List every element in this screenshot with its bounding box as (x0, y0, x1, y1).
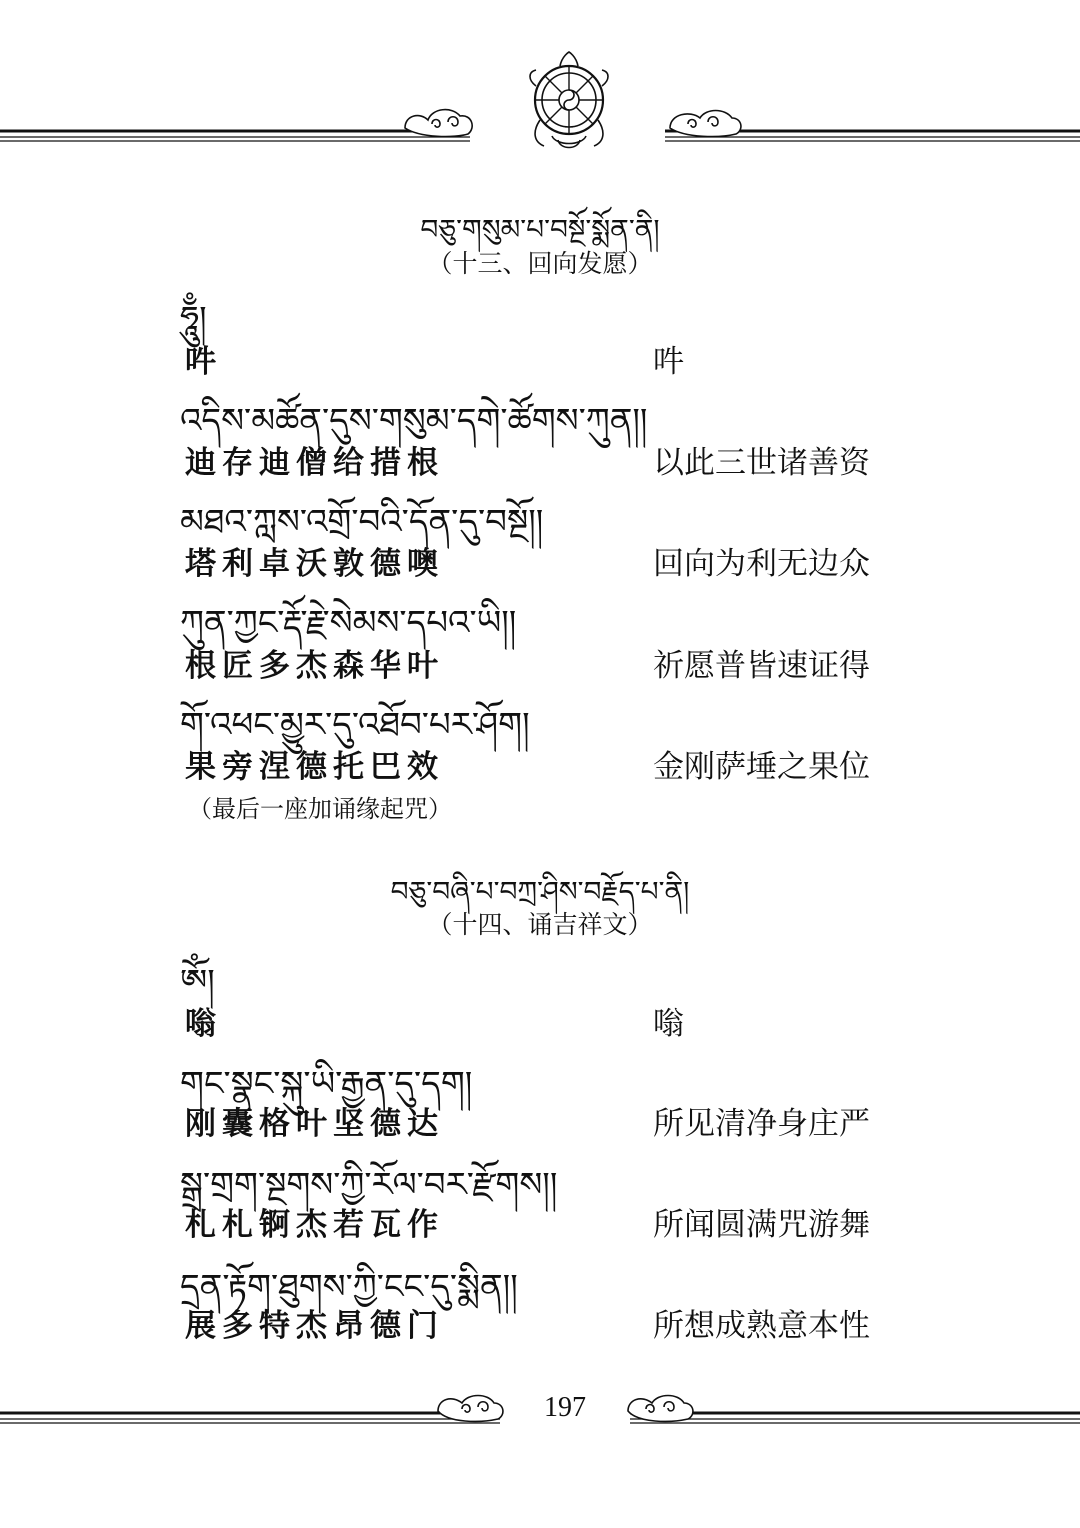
page-number: 197 (544, 1392, 586, 1423)
verse-translation: 金刚萨埵之果位 (653, 749, 870, 785)
verse-tibetan: གོ་འཕང་མྱུར་དུ་འཐོབ་པར་ཤོག། (180, 705, 530, 745)
verse-phonetic: 迪存迪僧给措根 (185, 445, 444, 481)
verse-tibetan: དྲན་རྟོག་ཐུགས་ཀྱི་ངང་དུ་སྨིན།། (180, 1267, 518, 1307)
verse-translation: 回向为利无边众 (653, 546, 870, 582)
section-heading-tibetan: བཅུ་གསུམ་པ་བསྔོ་སྨོན་ནི། (420, 213, 660, 246)
seed-syllable-tibetan: ཧཱུྃ། (180, 299, 207, 339)
verse-phonetic: 根匠多杰森华叶 (185, 648, 444, 684)
verse-phonetic: 塔利卓沃敦德噢 (185, 546, 444, 582)
verse-translation: 所想成熟意本性 (653, 1308, 870, 1344)
verse-translation: 祈愿普皆速证得 (653, 648, 870, 684)
verse-phonetic: 果旁涅德托巴效 (185, 749, 444, 785)
verse-translation: 所见清净身庄严 (653, 1106, 870, 1142)
seed-syllable-translation: 吽 (653, 344, 684, 380)
section-heading-tibetan: བཅུ་བཞི་པ་བཀྲ་ཤིས་བརྗོད་པ་ནི། (390, 875, 690, 908)
verse-tibetan: མཐའ་ཀླས་འགྲོ་བའི་དོན་དུ་བསྔོ།། (180, 502, 544, 542)
verse-translation: 所闻圆满咒游舞 (653, 1207, 870, 1243)
header-ornament (0, 0, 1080, 170)
recitation-note: （最后一座加诵缘起咒） (188, 795, 452, 823)
section-heading-chinese: （十四、诵吉祥文） (427, 910, 653, 939)
verse-phonetic: 札札锕杰若瓦作 (185, 1207, 444, 1243)
verse-tibetan: གང་སྣང་སྐུ་ཡི་རྒྱན་དུ་དག། (180, 1064, 473, 1104)
verse-phonetic: 刚囊格叶坚德达 (185, 1106, 444, 1142)
seed-syllable-phonetic: 嗡 (185, 1006, 222, 1042)
seed-syllable-translation: 嗡 (653, 1006, 684, 1042)
seed-syllable-tibetan: ཨོཾ། (180, 962, 215, 1002)
verse-tibetan: སྒྲ་གྲག་སྔགས་ཀྱི་རོལ་བར་རྫོགས།། (180, 1165, 558, 1205)
section-heading-chinese: （十三、回向发愿） (427, 249, 653, 278)
verse-phonetic: 展多特杰昂德门 (185, 1308, 444, 1344)
seed-syllable-phonetic: 吽 (185, 344, 222, 380)
verse-tibetan: འདིས་མཚོན་དུས་གསུམ་དགེ་ཚོགས་ཀུན།། (180, 401, 648, 441)
verse-translation: 以此三世诸善资 (653, 445, 870, 481)
verse-tibetan: ཀུན་ཀྱང་རྡོ་རྗེ་སེམས་དཔའ་ཡི།། (180, 603, 517, 643)
